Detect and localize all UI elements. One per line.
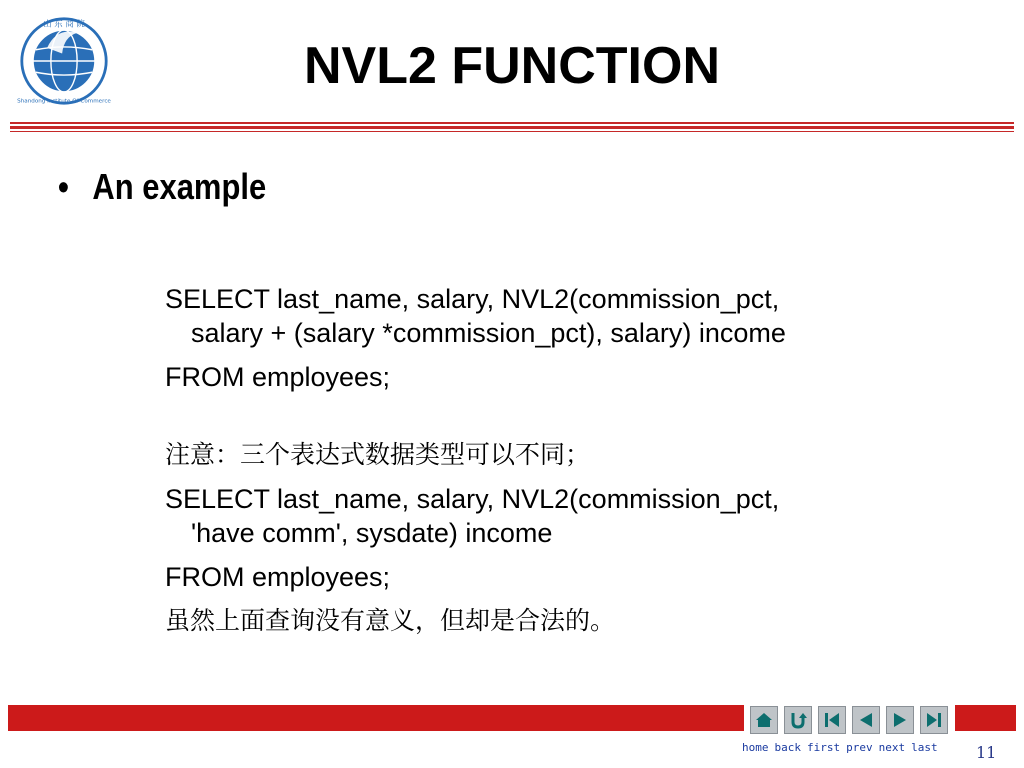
slide-title: NVL2 FUNCTION <box>304 37 720 95</box>
next-icon <box>889 709 911 731</box>
svg-text:山 东 商 院: 山 东 商 院 <box>43 18 85 29</box>
first-button[interactable] <box>818 706 846 734</box>
sql2-line-2: 'have comm', sysdate) income <box>191 518 553 548</box>
back-icon <box>787 709 809 731</box>
footer-bar-right <box>955 705 1016 731</box>
first-icon <box>821 709 843 731</box>
sql2-line-3: FROM employees; <box>165 562 391 592</box>
sql-line-2: salary + (salary *commission_pct), salary) income <box>191 318 786 348</box>
footer-bar-left <box>8 705 744 731</box>
last-link[interactable]: last <box>911 741 938 754</box>
bullet-dot-icon: • <box>58 166 69 207</box>
home-link[interactable]: home <box>742 741 769 754</box>
next-link[interactable]: next <box>878 741 906 754</box>
last-icon <box>923 709 945 731</box>
first-link[interactable]: first <box>807 741 841 754</box>
sql-line-3: FROM employees; <box>165 362 391 392</box>
next-button[interactable] <box>886 706 914 734</box>
note-line: 注意：三个表达式数据类型可以不同； <box>165 440 591 469</box>
prev-icon <box>855 709 877 731</box>
page-number: 11 <box>976 743 997 762</box>
last-button[interactable] <box>920 706 948 734</box>
prev-button[interactable] <box>852 706 880 734</box>
bullet-item <box>58 166 266 208</box>
slide-navigation <box>750 706 948 734</box>
home-icon <box>753 709 775 731</box>
nav-labels <box>742 741 944 754</box>
logo-caption: Shandong Institute Of Commerce <box>17 98 111 105</box>
sql-line-1: SELECT last_name, salary, NVL2(commission_pct, <box>165 284 780 314</box>
sql2-line-1: SELECT last_name, salary, NVL2(commission_pct, <box>165 484 780 514</box>
back-link[interactable]: back <box>774 741 801 754</box>
home-button[interactable] <box>750 706 778 734</box>
bullet-text: An example <box>92 166 267 207</box>
slide-body <box>165 282 995 638</box>
back-button[interactable] <box>784 706 812 734</box>
conclusion-line: 虽然上面查询没有意义，但却是合法的。 <box>165 606 616 635</box>
prev-link[interactable]: prev <box>846 741 873 754</box>
title-divider <box>10 122 1014 132</box>
